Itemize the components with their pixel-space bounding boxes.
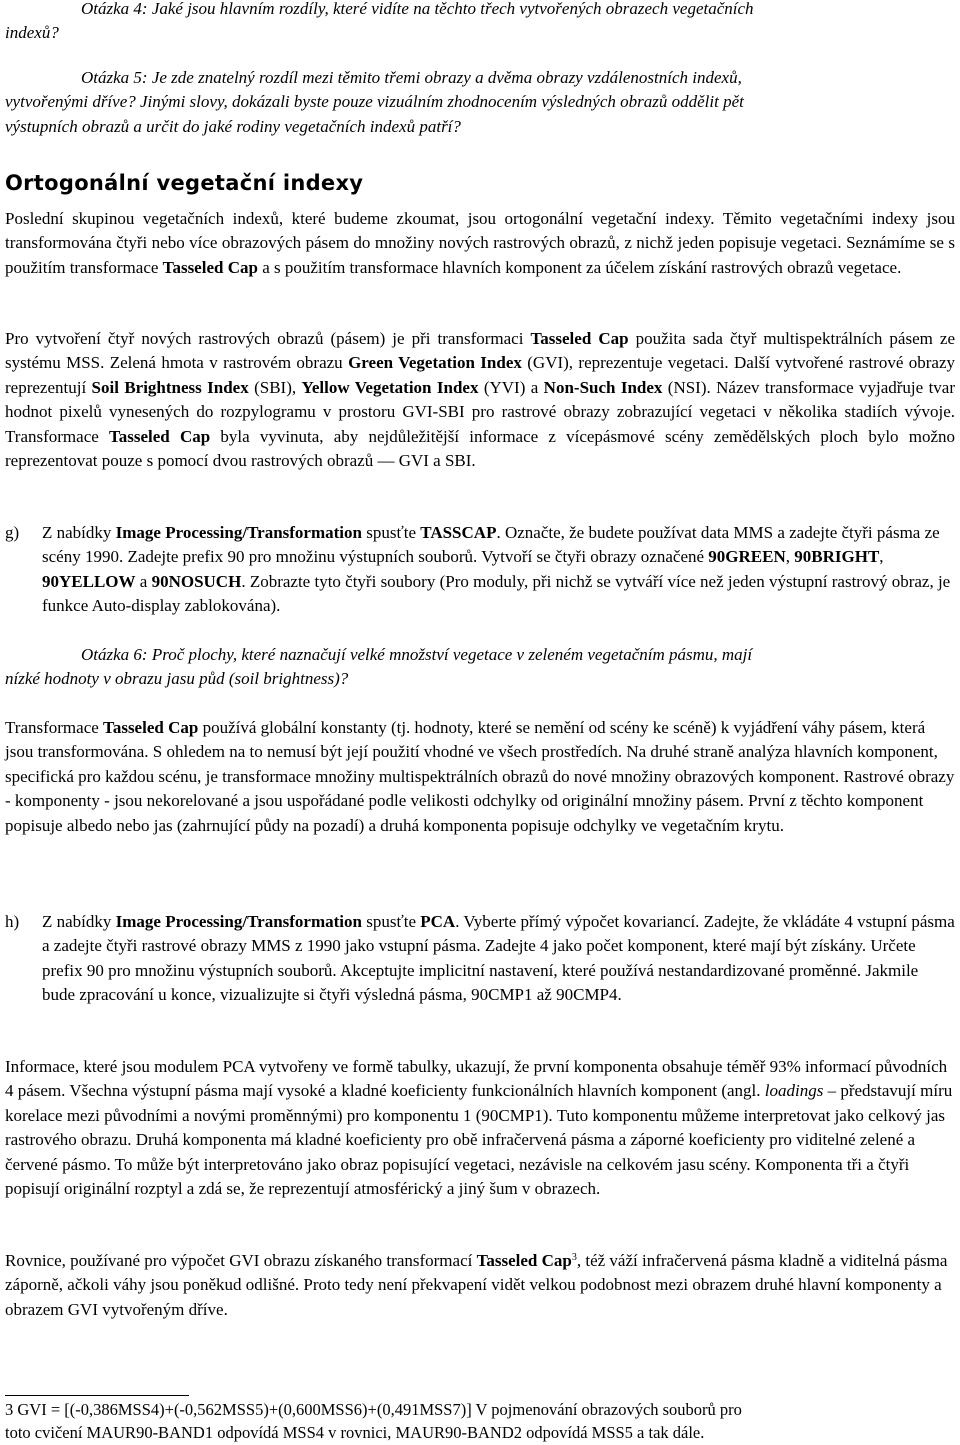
text-run: spusťte: [361, 912, 421, 931]
term-nsi: Non-Such Index: [543, 377, 663, 397]
paragraph-tasseled-cap: [5, 327, 955, 473]
question-4-line-2: indexů?: [5, 23, 59, 43]
question-6-line-2: nízké hodnoty v obrazu jasu půd (soil brightness)?: [5, 669, 349, 689]
menu-path: Image Processing/Transformation: [115, 912, 362, 931]
menu-path: Image Processing/Transformation: [115, 523, 362, 542]
text-run: Z nabídky: [42, 523, 116, 542]
file-90nosuch: 90NOSUCH: [151, 571, 242, 591]
module-pca: PCA: [420, 912, 456, 931]
text-run: a s použitím transformace hlavních komponent za účelem získání rastrových obrazů vegetace.: [257, 257, 902, 277]
term-yvi: Yellow Vegetation Index: [301, 377, 479, 397]
term-tasseled-cap: Tasseled Cap: [476, 1251, 572, 1270]
text-run: . Označte, že budete používat data MMS a zadejte čtyři pásma ze scény 1990. Zadejte prefix 90 pro množinu výstupních souborů. Vytvoří se čtyři obrazy označené: [42, 523, 940, 567]
task-h-label: h): [5, 912, 20, 931]
task-g-label: g): [5, 523, 20, 542]
paragraph-intro: [5, 207, 955, 280]
text-run: používá globální konstanty (tj. hodnoty, které se nemění od scény ke scéně) k vyjádření váhy pásem, která jsou transformována. S ohledem na to nemusí být její použití vhodné ve všech prostředích. Na druhé straně analýza hlavních komponent, specifická pro každou scénu, je transformace množiny multispektrálních obrazů do nové množiny obrazových komponent. Rastrové obrazy - komponenty - jsou nekorelované a jsou uspořádané podle velikosti odchylky od originální množiny pásem. První z těchto komponent popisuje albedo nebo jas (zahrnující půdy na pozadí) a druhá komponenta popisuje odchylky ve vegetačním krytu.: [5, 718, 955, 835]
term-loadings: loadings: [764, 1081, 824, 1101]
text-run: spusťte: [361, 523, 421, 542]
text-run: Pro vytvoření čtyř nových rastrových obrazů (pásem) je při transformaci: [5, 329, 531, 348]
text-run: (SBI),: [248, 377, 302, 397]
footnote-ref[interactable]: 3: [571, 1252, 577, 1263]
footnote: [5, 1399, 955, 1445]
text-run: Z nabídky: [42, 912, 116, 931]
term-tasseled-cap: Tasseled Cap: [108, 426, 211, 446]
question-5: [5, 66, 955, 139]
section-heading: Ortogonální vegetační indexy: [5, 171, 364, 195]
task-h: [5, 910, 955, 1008]
text-run: Poslední skupinou vegetačních indexů, které budeme zkoumat, jsou ortogonální vegetační indexy. Těmito vegetačními indexy jsou transformována čtyři nebo více obrazových pásem do množiny nových rastrových obrazů, z nichž jeden popisuje vegetaci. Seznámíme se s použitím transformace: [5, 209, 955, 277]
task-h-text: [42, 910, 955, 1008]
question-5-line-1: Otázka 5: Je zde znatelný rozdíl mezi těmito třemi obrazy a dvěma obrazy vzdálenostních indexů,: [81, 68, 742, 87]
task-g-text: [42, 521, 955, 619]
term-tasseled-cap: Tasseled Cap: [103, 718, 199, 737]
text-run: , též váží infračervená pásma kladně a viditelná pásma záporně, ačkoli váhy jsou poněkud odlišné. Proto tedy není překvapení vidět velkou podobnost mezi obrazem druhé hlavní komponenty a obrazem GVI vytvořeným dříve.: [5, 1251, 948, 1319]
term-gvi: Green Vegetation Index: [348, 353, 522, 373]
file-90yellow: 90YELLOW: [42, 571, 136, 591]
text-run: . Zobrazte tyto čtyři soubory (Pro moduly, při nichž se vytváří více než jeden výstupní rastrový obraz, je funkce Auto-display zablokována).: [42, 571, 951, 616]
text-run: byla vyvinuta, aby nejdůležitější informace z vícepásmové scény zemědělských ploch bylo možno reprezentovat pouze s pomocí dvou rastrových obrazů — GVI a SBI.: [5, 426, 955, 471]
question-6: [5, 643, 955, 692]
file-90green: 90GREEN: [708, 547, 786, 567]
question-5-line-3: výstupních obrazů a určit do jaké rodiny vegetačních indexů patří?: [5, 116, 461, 136]
paragraph-gvi-comparison: [5, 1249, 955, 1322]
text-run: (YVI) a: [478, 377, 544, 397]
text-run: . Vyberte přímý výpočet kovariancí. Zadejte, že vkládáte 4 vstupní pásma a zadejte čtyři rastrové obrazy MMS z 1990 jako vstupní pásma. Zadejte 4 jako počet komponent, které mají být získány. Určete prefix 90 pro množinu výstupních souborů. Akceptujte implicitní nastavení, které používá nestandardizované proměnné. Jakmile bude zpracování u konce, vizualizujte si čtyři výsledná pásma, 90CMP1 až 90CMP4.: [42, 912, 955, 1005]
question-4: [5, 0, 955, 46]
text-run: – představují míru korelace mezi původními a novými proměnnými) pro komponentu 1 (90CMP1). Tuto komponentu můžeme interpretovat jako celkový jas rastrového obrazu. Druhá komponenta má kladné koeficienty pro obě infračervená pásma a záporné koeficienty pro viditelné zelené a červené pásmo. To může být interpretováno jako obraz popisující vegetaci, nezávisle na celkovém jasu scény. Komponenta tři a čtyři popisují originální rozptyl a zdá se, že reprezentují atmosférický a jiný šum v obrazech.: [5, 1081, 953, 1199]
text-run: ,: [785, 547, 795, 567]
text-run: Informace, které jsou modulem PCA vytvořeny ve formě tabulky, ukazují, že první komponenta obsahuje téměř 93% informací původních 4 pásem. Všechna výstupní pásma mají vysoké a kladné koeficienty funkcionálních hlavních komponent (angl.: [5, 1057, 948, 1101]
text-run: (GVI), reprezentuje vegetaci. Další vytvořené rastrové obrazy reprezentují: [5, 353, 956, 397]
text-run: (NSI). Název transformace vyjadřuje tvar hodnot pixelů vynesených do rozpylogramu v prostoru GVI-SBI pro rastrové obrazy zobrazující vegetaci v několika stadiích vývoje. Transformace: [5, 377, 956, 446]
text-run: použita sada čtyř multispektrálních pásem ze systému MSS. Zelená hmota v rastrovém obrazu: [5, 329, 955, 373]
question-5-line-2: vytvořenými dříve? Jinými slovy, dokázali byste pouze vizuálním zhodnocením výsledných obrazů oddělit pět: [5, 92, 744, 112]
footnote-divider: [5, 1395, 189, 1396]
paragraph-pca: [5, 716, 955, 838]
question-6-line-1: Otázka 6: Proč plochy, které naznačují velké množství vegetace v zeleném vegetačním pásmu, mají: [81, 645, 753, 664]
text-run: Transformace: [5, 718, 104, 737]
term-tasseled-cap: Tasseled Cap: [162, 257, 258, 277]
term-sbi: Soil Brightness Index: [91, 377, 249, 397]
task-g: [5, 521, 955, 619]
footnote-line-2: toto cvičení MAUR90-BAND1 odpovídá MSS4 v rovnici, MAUR90-BAND2 odpovídá MSS5 a tak dále.: [5, 1422, 705, 1442]
text-run: a: [135, 571, 152, 591]
question-4-line-1: Otázka 4: Jaké jsou hlavním rozdíly, které vidíte na těchto třech vytvořených obrazech vegetačních: [81, 0, 754, 18]
text-run: ,: [879, 547, 884, 567]
footnote-line-1: 3 GVI = [(-0,386MSS4)+(-0,562MSS5)+(0,600MSS6)+(0,491MSS7)] V pojmenování obrazových souborů pro: [5, 1400, 742, 1419]
file-90bright: 90BRIGHT: [794, 547, 880, 567]
text-run: Rovnice, používané pro výpočet GVI obrazu získaného transformací: [5, 1251, 477, 1270]
term-tasseled-cap: Tasseled Cap: [530, 329, 629, 348]
paragraph-pca-results: [5, 1055, 955, 1201]
module-tasscap: TASSCAP: [420, 523, 497, 542]
